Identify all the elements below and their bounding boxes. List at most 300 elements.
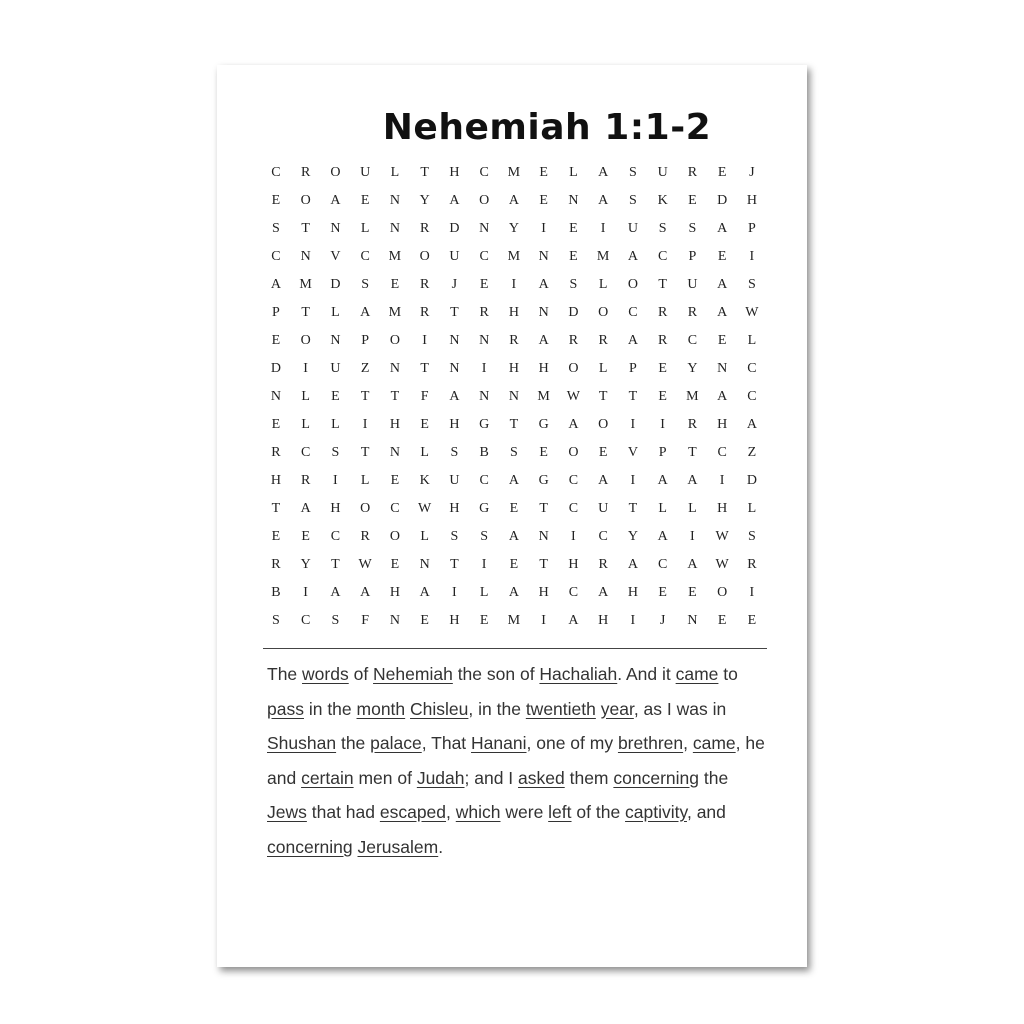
grid-letter: S xyxy=(450,445,459,460)
grid-letter: N xyxy=(389,221,400,236)
grid-letter: O xyxy=(479,193,490,208)
search-word: left xyxy=(548,802,572,822)
grid-letter: I xyxy=(362,417,368,432)
grid-letter: A xyxy=(270,277,281,292)
grid-letter: R xyxy=(657,333,668,348)
grid-letter: W xyxy=(715,529,729,544)
grid-letter: A xyxy=(300,501,311,516)
grid-letter: M xyxy=(299,277,312,292)
grid-letter: D xyxy=(449,221,460,236)
grid-letter: E xyxy=(688,585,697,600)
grid-letter: M xyxy=(388,249,402,264)
grid-letter: H xyxy=(270,473,281,488)
grid-letter: M xyxy=(596,249,610,264)
passage-text: The xyxy=(267,664,303,684)
grid-letter: E xyxy=(658,585,667,600)
grid-letter: E xyxy=(658,389,667,404)
grid-letter: T xyxy=(360,389,370,404)
grid-letter: I xyxy=(541,613,546,628)
grid-letter: N xyxy=(538,529,549,544)
grid-letter: I xyxy=(630,473,636,488)
grid-letter: K xyxy=(657,193,668,208)
grid-letter: I xyxy=(630,417,636,432)
grid-letter: Z xyxy=(360,361,370,376)
grid-letter: T xyxy=(390,389,400,404)
grid-letter: E xyxy=(658,361,667,376)
grid-letter: G xyxy=(538,473,549,488)
grid-letter: A xyxy=(330,585,341,600)
grid-letter: O xyxy=(300,193,311,208)
passage-text: men of xyxy=(353,767,417,788)
grid-letter: S xyxy=(747,529,756,544)
grid-letter: E xyxy=(271,529,281,544)
grid-letter: H xyxy=(717,417,728,432)
grid-letter: H xyxy=(330,501,341,516)
grid-letter: U xyxy=(627,221,638,236)
search-word: Chisleu xyxy=(410,698,469,719)
grid-letter: T xyxy=(301,305,310,320)
grid-letter: S xyxy=(271,221,280,236)
grid-letter: W xyxy=(566,389,580,404)
grid-letter: A xyxy=(687,473,698,488)
passage-text: ; and I xyxy=(464,767,519,788)
grid-letter: T xyxy=(450,557,459,572)
grid-letter: E xyxy=(390,557,400,572)
grid-letter: S xyxy=(271,613,280,628)
grid-row xyxy=(261,355,767,383)
grid-letter: I xyxy=(452,585,457,600)
search-word: captivity xyxy=(625,802,687,822)
grid-letter: A xyxy=(598,585,609,600)
grid-letter: N xyxy=(568,193,579,208)
grid-letter: W xyxy=(715,557,729,572)
grid-letter: B xyxy=(479,445,489,460)
search-word: asked xyxy=(518,767,565,788)
grid-letter: C xyxy=(687,333,698,348)
grid-letter: O xyxy=(627,277,638,292)
grid-letter: A xyxy=(627,249,638,264)
grid-letter: I xyxy=(511,277,517,292)
grid-letter: Z xyxy=(747,445,757,460)
grid-letter: T xyxy=(420,165,429,180)
grid-letter: O xyxy=(389,333,400,348)
grid-letter: H xyxy=(538,361,549,376)
grid-letter: E xyxy=(331,389,340,404)
grid-letter: C xyxy=(479,473,489,488)
grid-letter: I xyxy=(422,333,427,348)
grid-letter: T xyxy=(539,557,548,572)
search-word: twentieth xyxy=(525,698,596,719)
passage-text: were xyxy=(500,802,549,822)
grid-letter: L xyxy=(360,473,370,488)
search-word: brethren xyxy=(617,733,684,753)
grid-letter: E xyxy=(301,529,310,544)
grid-letter: A xyxy=(717,221,728,236)
grid-row xyxy=(261,243,767,271)
grid-letter: E xyxy=(717,165,727,180)
search-word: Jerusalem xyxy=(357,836,439,857)
grid-letter: U xyxy=(360,165,371,180)
grid-letter: S xyxy=(688,221,697,236)
search-word: Judah xyxy=(416,767,465,788)
grid-letter: N xyxy=(538,305,549,320)
grid-letter: C xyxy=(360,249,370,264)
grid-letter: E xyxy=(569,221,578,236)
grid-letter: L xyxy=(747,501,757,516)
grid-letter: I xyxy=(749,585,755,600)
grid-letter: S xyxy=(628,165,637,180)
grid-letter: N xyxy=(270,389,281,404)
grid-row xyxy=(261,579,767,607)
search-word: year xyxy=(600,698,634,719)
grid-letter: C xyxy=(657,557,668,572)
grid-letter: D xyxy=(330,277,341,292)
grid-letter: L xyxy=(301,389,310,404)
grid-letter: A xyxy=(568,613,579,628)
grid-letter: B xyxy=(271,585,281,600)
grid-letter: A xyxy=(627,557,638,572)
grid-letter: A xyxy=(687,557,698,572)
grid-letter: O xyxy=(568,361,579,376)
search-word: words xyxy=(302,664,349,684)
grid-letter: F xyxy=(420,389,429,404)
grid-letter: T xyxy=(628,501,638,516)
search-word: certain xyxy=(301,767,354,788)
grid-letter: I xyxy=(600,221,606,236)
grid-letter: L xyxy=(598,277,608,292)
grid-letter: R xyxy=(419,305,430,320)
grid-letter: A xyxy=(419,585,430,600)
grid-letter: H xyxy=(538,585,549,600)
grid-letter: C xyxy=(568,585,579,600)
grid-letter: M xyxy=(686,389,699,404)
grid-letter: A xyxy=(746,417,757,432)
grid-letter: L xyxy=(360,221,370,236)
grid-letter: T xyxy=(628,389,638,404)
grid-letter: L xyxy=(420,529,429,544)
grid-letter: S xyxy=(628,193,637,208)
grid-letter: R xyxy=(271,557,281,572)
grid-letter: E xyxy=(360,193,370,208)
grid-letter: C xyxy=(330,529,341,544)
grid-letter: R xyxy=(479,305,489,320)
grid-letter: T xyxy=(360,445,370,460)
grid-letter: E xyxy=(271,193,281,208)
grid-letter: I xyxy=(749,249,755,264)
grid-row xyxy=(261,327,767,355)
grid-letter: R xyxy=(419,221,430,236)
grid-letter: T xyxy=(598,389,608,404)
grid-letter: I xyxy=(571,529,576,544)
grid-letter: J xyxy=(659,613,666,628)
passage-text: . And it xyxy=(617,664,676,684)
grid-letter: S xyxy=(658,221,667,236)
grid-letter: L xyxy=(331,417,340,432)
grid-letter: L xyxy=(569,165,578,180)
search-word: Hachaliah xyxy=(539,664,618,684)
grid-letter: S xyxy=(480,529,489,544)
grid-row xyxy=(261,299,767,327)
grid-letter: S xyxy=(509,445,518,460)
grid-letter: A xyxy=(538,333,549,348)
grid-letter: A xyxy=(360,305,371,320)
grid-letter: E xyxy=(598,445,608,460)
grid-row xyxy=(261,523,767,551)
grid-letter: G xyxy=(538,417,549,432)
grid-letter: O xyxy=(419,249,430,264)
grid-letter: U xyxy=(657,165,668,180)
page-title: Nehemiah 1:1-2 xyxy=(382,107,712,148)
grid-letter: C xyxy=(598,529,608,544)
grid-letter: L xyxy=(747,333,757,348)
grid-letter: F xyxy=(361,613,370,628)
grid-letter: E xyxy=(539,193,548,208)
grid-letter: N xyxy=(479,333,490,348)
grid-letter: A xyxy=(360,585,371,600)
grid-letter: H xyxy=(627,585,638,600)
grid-letter: R xyxy=(687,417,698,432)
grid-letter: E xyxy=(271,333,281,348)
search-word: pass xyxy=(267,698,304,719)
grid-letter: U xyxy=(687,277,698,292)
grid-letter: I xyxy=(481,361,487,376)
passage-text: , and xyxy=(686,802,726,822)
grid-letter: E xyxy=(688,193,697,208)
grid-letter: A xyxy=(598,193,609,208)
grid-letter: R xyxy=(271,445,281,460)
grid-letter: T xyxy=(658,277,667,292)
grid-letter: R xyxy=(419,277,430,292)
grid-letter: Y xyxy=(300,557,311,572)
grid-letter: P xyxy=(271,305,280,320)
grid-letter: N xyxy=(389,613,400,628)
grid-letter: S xyxy=(331,445,340,460)
grid-letter: L xyxy=(658,501,667,516)
grid-letter: N xyxy=(479,221,490,236)
grid-letter: C xyxy=(390,501,400,516)
grid-letter: T xyxy=(420,361,429,376)
grid-letter: A xyxy=(449,389,460,404)
passage-text: , That xyxy=(421,733,472,753)
grid-letter: C xyxy=(479,249,489,264)
grid-letter: A xyxy=(568,417,579,432)
grid-letter: G xyxy=(479,417,490,432)
grid-letter: O xyxy=(598,305,609,320)
grid-letter: A xyxy=(508,529,519,544)
grid-letter: I xyxy=(630,613,636,628)
grid-letter: H xyxy=(449,501,460,516)
passage-text: , xyxy=(683,733,693,753)
grid-letter: C xyxy=(300,445,311,460)
passage-text: them xyxy=(564,767,614,788)
grid-letter: Y xyxy=(627,529,638,544)
search-word: concerning xyxy=(267,836,353,857)
grid-letter: H xyxy=(568,557,579,572)
grid-letter: I xyxy=(660,417,665,432)
grid-letter: I xyxy=(719,473,725,488)
grid-letter: R xyxy=(598,333,608,348)
grid-letter: S xyxy=(331,613,340,628)
grid-letter: C xyxy=(568,501,579,516)
puzzle-page xyxy=(217,65,807,967)
grid-letter: S xyxy=(569,277,578,292)
search-word: Hanani xyxy=(471,733,527,753)
grid-letter: D xyxy=(568,305,579,320)
grid-letter: E xyxy=(717,249,727,264)
passage-text: , one of my xyxy=(526,733,618,753)
grid-letter: E xyxy=(717,333,727,348)
grid-letter: T xyxy=(301,221,310,236)
passage-text: the son of xyxy=(452,664,540,684)
grid-letter: M xyxy=(507,165,521,180)
grid-letter: O xyxy=(389,529,400,544)
grid-row xyxy=(261,411,767,439)
passage-text: that had xyxy=(306,802,380,822)
grid-letter: W xyxy=(418,501,432,516)
grid-letter: N xyxy=(419,557,430,572)
grid-letter: S xyxy=(747,277,756,292)
grid-letter: A xyxy=(717,305,728,320)
grid-letter: M xyxy=(537,389,550,404)
passage-text: , xyxy=(446,802,456,822)
grid-letter: J xyxy=(749,165,755,180)
grid-letter: A xyxy=(717,277,728,292)
grid-letter: A xyxy=(657,473,668,488)
grid-letter: T xyxy=(688,445,697,460)
grid-letter: U xyxy=(449,473,460,488)
grid-letter: N xyxy=(449,361,460,376)
grid-row xyxy=(261,495,767,523)
search-word: escaped xyxy=(379,802,447,822)
grid-letter: O xyxy=(717,585,728,600)
grid-letter: L xyxy=(301,417,310,432)
grid-letter: R xyxy=(300,473,311,488)
grid-letter: N xyxy=(389,361,400,376)
search-word: palace xyxy=(370,733,422,753)
grid-letter: R xyxy=(509,333,519,348)
grid-letter: M xyxy=(388,305,402,320)
grid-letter: I xyxy=(303,361,308,376)
grid-letter: N xyxy=(538,249,549,264)
grid-letter: R xyxy=(747,557,757,572)
grid-letter: O xyxy=(330,165,341,180)
divider xyxy=(263,648,767,649)
grid-letter: A xyxy=(508,193,519,208)
grid-letter: V xyxy=(627,445,638,460)
grid-letter: H xyxy=(717,501,728,516)
grid-letter: R xyxy=(360,529,370,544)
grid-letter: E xyxy=(509,501,519,516)
grid-letter: E xyxy=(717,613,727,628)
search-word: which xyxy=(455,802,501,822)
grid-letter: L xyxy=(390,165,400,180)
grid-letter: D xyxy=(717,193,728,208)
grid-letter: S xyxy=(450,529,459,544)
grid-letter: N xyxy=(508,389,519,404)
passage-text: the xyxy=(336,733,371,753)
passage-text: in the xyxy=(303,698,357,719)
grid-letter: E xyxy=(479,613,489,628)
grid-letter: D xyxy=(746,473,757,488)
grid-letter: H xyxy=(598,613,609,628)
grid-letter: P xyxy=(628,361,637,376)
grid-letter: N xyxy=(330,333,341,348)
grid-row xyxy=(261,215,767,243)
grid-letter: C xyxy=(271,249,281,264)
grid-row xyxy=(261,159,767,187)
grid-letter: L xyxy=(479,585,489,600)
grid-letter: Y xyxy=(687,361,698,376)
grid-letter: N xyxy=(300,249,311,264)
grid-letter: I xyxy=(333,473,338,488)
grid-letter: O xyxy=(300,333,311,348)
grid-letter: W xyxy=(358,557,372,572)
grid-letter: R xyxy=(300,165,311,180)
grid-letter: N xyxy=(449,333,460,348)
grid-letter: R xyxy=(657,305,668,320)
grid-letter: N xyxy=(389,193,400,208)
grid-letter: C xyxy=(657,249,668,264)
scripture-passage xyxy=(267,657,767,864)
grid-letter: Y xyxy=(508,221,519,236)
grid-letter: S xyxy=(361,277,370,292)
search-word: Nehemiah xyxy=(373,664,453,684)
search-word: Shushan xyxy=(267,733,337,753)
grid-letter: C xyxy=(479,165,489,180)
grid-letter: H xyxy=(508,305,519,320)
grid-letter: E xyxy=(747,613,757,628)
grid-letter: A xyxy=(508,585,519,600)
grid-letter: P xyxy=(361,333,370,348)
grid-letter: L xyxy=(598,361,608,376)
grid-letter: T xyxy=(539,501,548,516)
grid-row xyxy=(261,271,767,299)
grid-letter: D xyxy=(270,361,281,376)
search-word: came xyxy=(692,733,736,753)
search-word: concerning xyxy=(613,767,699,788)
grid-letter: P xyxy=(747,221,756,236)
grid-letter: R xyxy=(687,305,698,320)
grid-letter: H xyxy=(449,165,460,180)
grid-letter: W xyxy=(745,305,759,320)
grid-letter: L xyxy=(688,501,697,516)
passage-text: the xyxy=(699,767,729,788)
grid-letter: H xyxy=(508,361,519,376)
grid-letter: K xyxy=(419,473,430,488)
grid-letter: N xyxy=(389,445,400,460)
grid-letter: U xyxy=(330,361,341,376)
grid-letter: G xyxy=(479,501,490,516)
passage-text: . xyxy=(438,836,444,857)
grid-letter: M xyxy=(507,613,521,628)
grid-row xyxy=(261,551,767,579)
grid-letter: C xyxy=(271,165,281,180)
grid-letter: C xyxy=(747,389,757,404)
grid-letter: H xyxy=(449,613,460,628)
passage-text: of xyxy=(348,664,374,684)
grid-letter: L xyxy=(331,305,340,320)
grid-letter: E xyxy=(479,277,489,292)
search-word: came xyxy=(675,664,719,684)
grid-letter: T xyxy=(450,305,459,320)
grid-letter: O xyxy=(568,445,579,460)
grid-letter: R xyxy=(598,557,608,572)
grid-letter: A xyxy=(657,529,668,544)
grid-letter: A xyxy=(508,473,519,488)
grid-row xyxy=(261,439,767,467)
grid-row xyxy=(261,467,767,495)
grid-letter: H xyxy=(389,585,400,600)
